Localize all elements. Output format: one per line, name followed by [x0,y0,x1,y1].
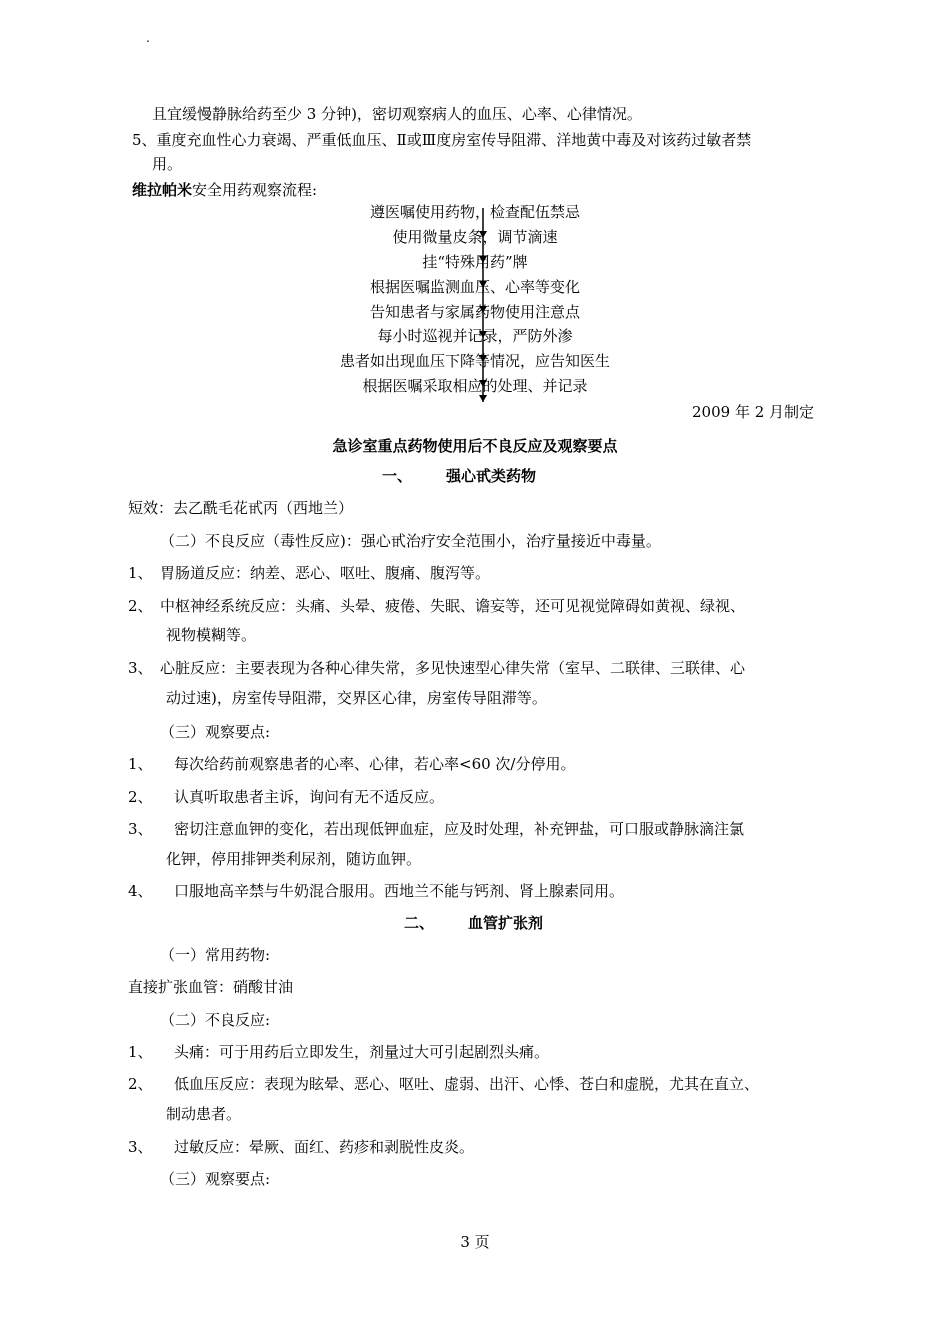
flow-step-4: 根据医嘱监测血压、心率等变化 [369,278,580,296]
section2-observe-title: （三）观察要点: [160,1170,271,1188]
list-item: 低血压反应：表现为眩晕、恶心、呕吐、虚弱、出汗、心悸、苍白和虚脱，尤其在直立、 [174,1075,760,1093]
flow-step-5: 告知患者与家属药物使用注意点 [369,303,580,321]
list-item-num: 3、 [128,659,153,677]
section1-heading: 强心甙类药物 [446,467,537,485]
flow-title-rest: 安全用药观察流程: [192,181,318,199]
section2-heading: 血管扩张剂 [468,914,544,932]
item5-line1: 5、重度充血性心力衰竭、严重低血压、Ⅱ或Ⅲ度房室传导阻滞、洋地黄中毒及对该药过敏者禁 [132,131,752,149]
list-item-num: 2、 [128,1075,153,1093]
list-item: 过敏反应：晕厥、面红、药疹和剥脱性皮炎。 [174,1138,475,1156]
main-title: 急诊室重点药物使用后不良反应及观察要点 [332,437,618,455]
page-number: 3 页 [460,1233,490,1251]
list-item: 头痛：可于用药后立即发生，剂量过大可引起剧烈头痛。 [174,1043,550,1061]
item5-line2: 用。 [152,155,183,173]
flow-title-drug: 维拉帕米 [132,181,193,199]
list-item-cont: 化钾，停用排钾类利尿剂，随访血钾。 [166,850,422,868]
list-item-num: 3、 [128,820,153,838]
flow-step-6: 每小时巡视并记录，严防外渗 [377,327,573,345]
short-acting-drug: 短效：去乙酰毛花甙丙（西地兰） [128,499,354,517]
list-item: 中枢神经系统反应：头痛、头晕、疲倦、失眠、谵妄等，还可见视觉障碍如黄视、绿视、 [160,597,746,615]
list-item-cont: 动过速)，房室传导阻滞，交界区心律，房室传导阻滞等。 [166,689,547,707]
flow-step-1: 遵医嘱使用药物，检查配伍禁忌 [369,203,580,221]
list-item-num: 2、 [128,597,153,615]
list-item: 心脏反应：主要表现为各种心律失常，多见快速型心律失常（室早、二联律、三联律、心 [160,659,746,677]
list-item: 每次给药前观察患者的心率、心律，若心率<60 次/分停用。 [174,755,576,773]
list-item-cont: 视物模糊等。 [166,626,257,644]
section2-common-title: （一）常用药物: [160,946,271,964]
list-item-num: 3、 [128,1138,153,1156]
list-item: 胃肠道反应：纳差、恶心、呕吐、腹痛、腹泻等。 [160,564,491,582]
flow-step-7: 患者如出现血压下降等情况，应告知医生 [339,352,610,370]
made-date: 2009 年 2 月制定 [692,403,815,421]
list-item: 认真听取患者主诉，询问有无不适反应。 [174,788,445,806]
list-item-num: 1、 [128,755,153,773]
direct-vasodilator: 直接扩张血管：硝酸甘油 [128,978,294,996]
list-item-num: 2、 [128,788,153,806]
continuation-line: 且宜缓慢静脉给药至少 3 分钟)，密切观察病人的血压、心率、心律情况。 [152,105,642,123]
page-dot: . [146,31,150,45]
list-item-num: 1、 [128,564,153,582]
list-item-cont: 制动患者。 [166,1105,242,1123]
list-item: 密切注意血钾的变化，若出现低钾血症，应及时处理，补充钾盐，可口服或静脉滴注氯 [174,820,745,838]
flow-step-8: 根据医嘱采取相应的处理、并记录 [362,377,588,395]
section1-heading-num: 一、 [382,467,413,485]
list-item-num: 4、 [128,882,153,900]
section1-observe-title: （三）观察要点: [160,723,271,741]
section2-heading-num: 二、 [404,914,435,932]
flow-step-2: 使用微量皮条，调节滴速 [392,228,558,246]
flow-step-3: 挂“特殊用药”牌 [422,253,528,271]
list-item: 口服地高辛禁与牛奶混合服用。西地兰不能与钙剂、肾上腺素同用。 [174,882,625,900]
list-item-num: 1、 [128,1043,153,1061]
arrowhead [479,395,487,402]
section2-adverse-title: （二）不良反应: [160,1011,271,1029]
section1-adverse-title: （二）不良反应（毒性反应)：强心甙治疗安全范围小，治疗量接近中毒量。 [160,532,661,550]
